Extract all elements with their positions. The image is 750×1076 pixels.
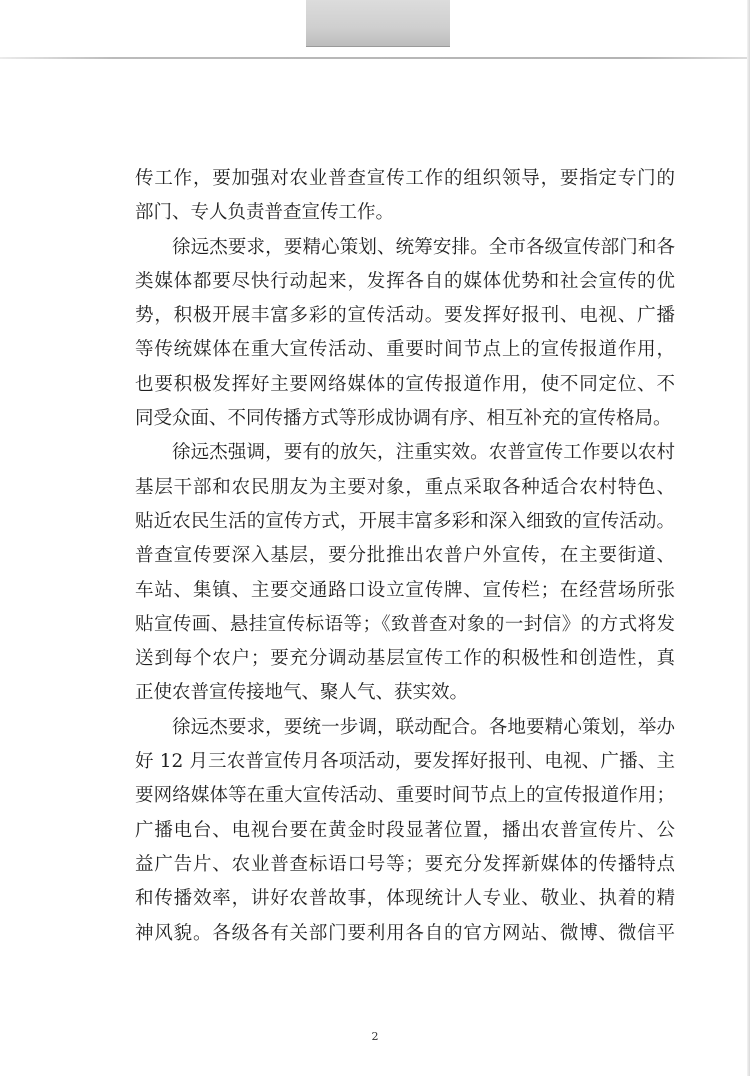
paragraph-line: 同受众面、不同传播方式等形成协调有序、相互补充的宣传格局。: [135, 408, 672, 430]
paragraph-line: 贴宣传画、悬挂宣传标语等；《致普查对象的一封信》的方式将发: [135, 613, 675, 635]
paragraph-line: 贴近农民生活的宣传方式，开展丰富多彩和深入细致的宣传活动。: [135, 510, 675, 532]
scanner-header-tab: [306, 0, 450, 47]
paragraph-line: 送到每个农户；要充分调动基层宣传工作的积极性和创造性，真: [135, 648, 675, 670]
paragraph-line: 等传统媒体在重大宣传活动、重要时间节点上的宣传报道作用，: [135, 339, 675, 361]
paragraph-line: 势，积极开展丰富多彩的宣传活动。要发挥好报刊、电视、广播: [135, 305, 675, 327]
paragraph-first-line: 徐远杰强调，要有的放矢，注重实效。农普宣传工作要以农村: [172, 442, 675, 464]
paragraph-line: 基层干部和农民朋友为主要对象，重点采取各种适合农村特色、: [135, 476, 675, 498]
paragraph-line: 要网络媒体等在重大宣传活动、重要时间节点上的宣传报道作用；: [135, 785, 675, 807]
paragraph-first-line: 徐远杰要求，要统一步调，联动配合。各地要精心策划，举办: [172, 716, 675, 738]
paragraph-line: 部门、专人负责普查宣传工作。: [135, 202, 395, 224]
paragraph-line: 好 12 月三农普宣传月各项活动，要发挥好报刊、电视、广播、主: [135, 751, 675, 773]
paragraph-line: 广播电台、电视台要在黄金时段显著位置，播出农普宣传片、公: [135, 819, 675, 841]
paragraph-line: 益广告片、农业普查标语口号等；要充分发挥新媒体的传播特点: [135, 853, 675, 875]
paragraph-line: 车站、集镇、主要交通路口设立宣传牌、宣传栏；在经营场所张: [135, 579, 675, 601]
paragraph-line: 也要积极发挥好主要网络媒体的宣传报道作用，使不同定位、不: [135, 373, 675, 395]
page-number: 2: [371, 1030, 379, 1043]
scanner-header-rule: [0, 57, 750, 59]
paragraph-line: 神风貌。各级各有关部门要利用各自的官方网站、微博、微信平: [135, 922, 675, 944]
paragraph-line: 类媒体都要尽快行动起来，发挥各自的媒体优势和社会宣传的优: [135, 270, 675, 292]
paragraph-line: 传工作，要加强对农业普查宣传工作的组织领导，要指定专门的: [135, 168, 675, 189]
document-body: [135, 162, 675, 951]
paragraph-line: 正使农普宣传接地气、聚人气、获实效。: [135, 682, 469, 704]
paragraph-line: 普查宣传要深入基层，要分批推出农普户外宣传，在主要街道、: [135, 545, 675, 567]
paragraph-line: 和传播效率，讲好农普故事，体现统计人专业、敬业、执着的精: [135, 888, 675, 910]
paragraph-first-line: 徐远杰要求，要精心策划、统筹安排。全市各级宣传部门和各: [172, 236, 675, 258]
